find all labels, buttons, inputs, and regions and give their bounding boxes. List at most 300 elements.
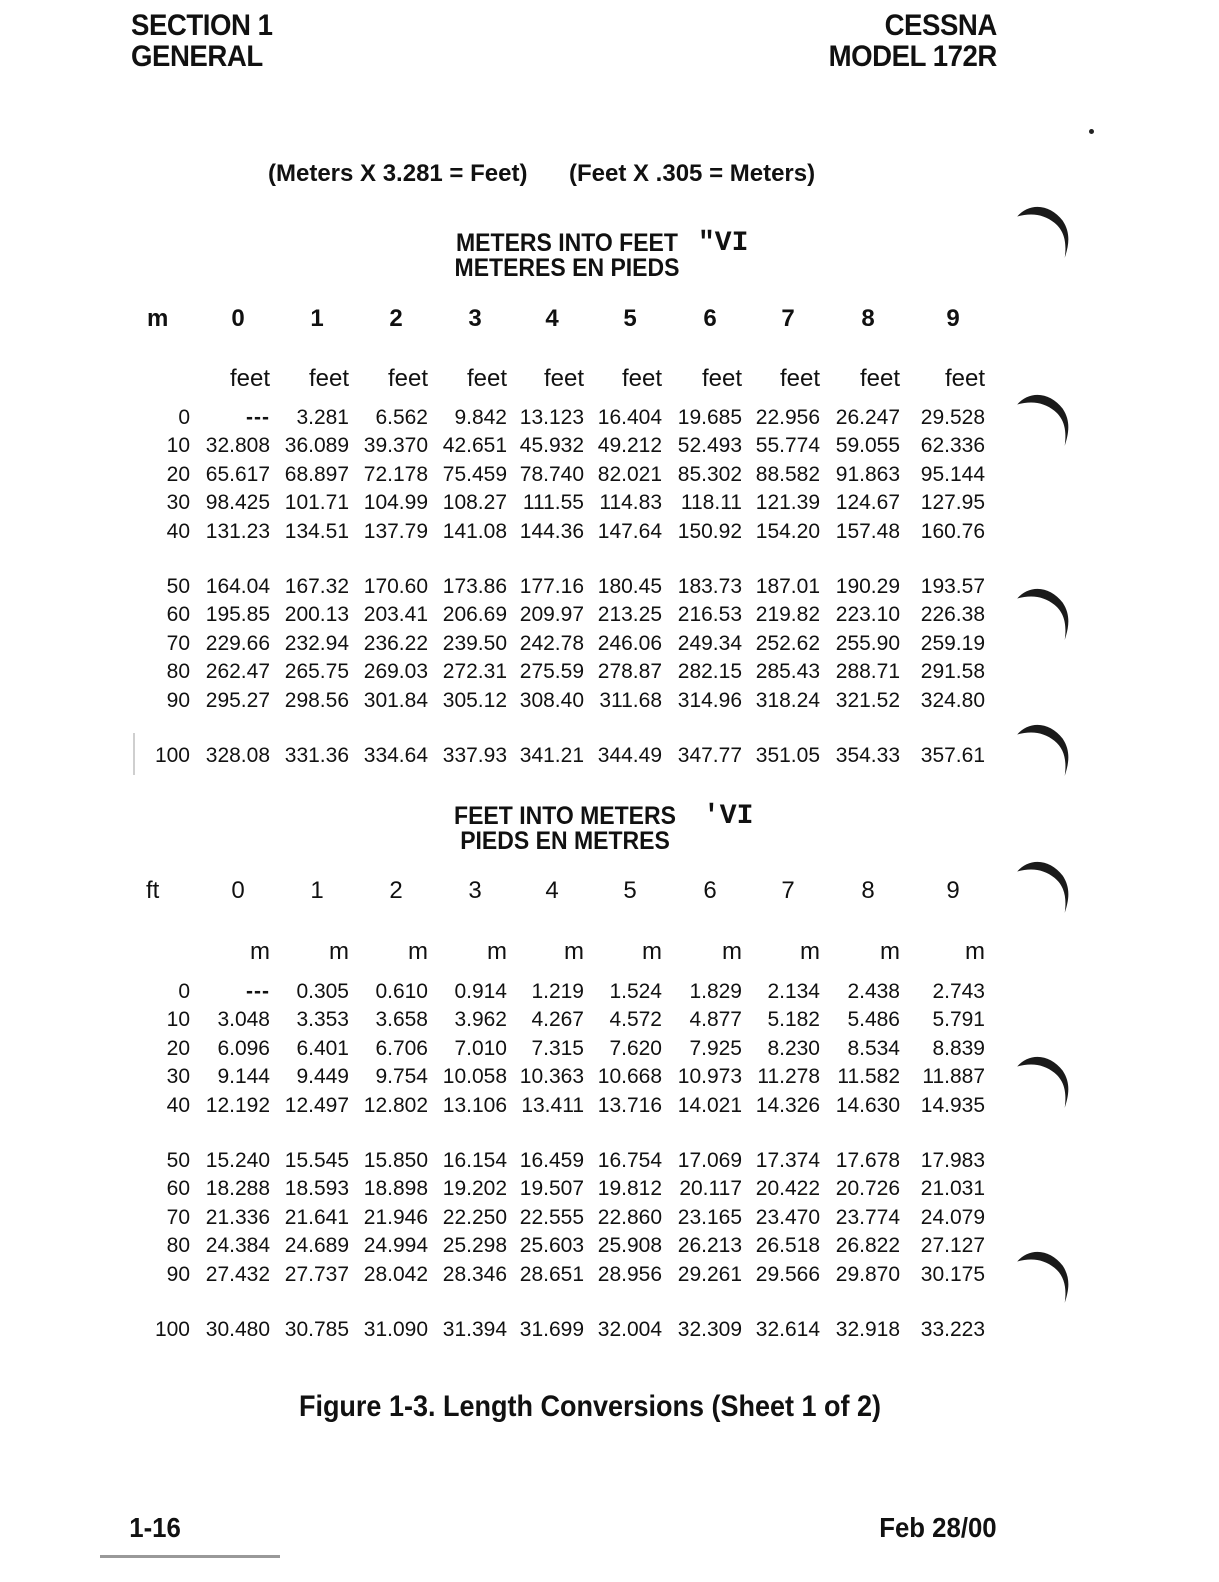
table-cell: 19.812 <box>597 1177 662 1201</box>
meters-table-title-line1: METERS INTO FEET <box>456 229 678 257</box>
table-cell: 17.983 <box>920 1149 985 1172</box>
table-cell: 12.192 <box>205 1093 270 1117</box>
table-cell: 127.95 <box>920 491 985 515</box>
table-cell: 28.956 <box>597 1262 662 1286</box>
table-cell: 32.614 <box>755 1318 820 1341</box>
table-cell: 21.336 <box>205 1205 270 1229</box>
table-cell: 19.202 <box>442 1177 507 1201</box>
table-cell: 72.178 <box>363 462 428 486</box>
table-cell: 25.908 <box>597 1234 662 1258</box>
table-cell: 3.353 <box>296 1008 349 1032</box>
unit-label: m <box>800 938 820 965</box>
table-cell: 30.480 <box>205 1318 270 1341</box>
unit-label: feet <box>466 365 507 392</box>
table-cell: 55.774 <box>755 434 820 458</box>
table-cell: 249.34 <box>677 631 742 655</box>
table-cell: 19.685 <box>677 406 742 429</box>
table-cell: 22.956 <box>755 406 820 429</box>
table-cell: 252.62 <box>755 631 820 655</box>
column-header: 7 <box>781 305 795 332</box>
table-cell: 78.740 <box>519 462 584 486</box>
binder-hole-icon <box>1012 1245 1072 1307</box>
table-cell: 354.33 <box>835 744 900 767</box>
table-cell: 101.71 <box>284 491 349 515</box>
row-label: 70 <box>166 1205 190 1229</box>
section-heading <box>131 10 273 72</box>
table-cell: 27.127 <box>920 1234 985 1258</box>
table-cell: 177.16 <box>519 575 584 598</box>
table-cell: 160.76 <box>920 519 985 543</box>
table-cell: 291.58 <box>920 660 985 684</box>
table-cell: 16.154 <box>442 1149 507 1172</box>
formula-meters-to-feet: (Meters X 3.281 = Feet) <box>268 160 528 187</box>
feet-table-title <box>418 804 712 854</box>
table-cell: 29.261 <box>677 1262 742 1286</box>
table-cell: 21.946 <box>363 1205 428 1229</box>
page-number: 1-16 <box>129 1512 181 1543</box>
formula-feet-to-meters: (Feet X .305 = Meters) <box>569 160 816 187</box>
table-cell: 334.64 <box>363 744 428 767</box>
brand-label: CESSNA <box>884 9 997 42</box>
table-cell: 232.94 <box>284 631 349 655</box>
table-cell: 30.785 <box>284 1318 349 1341</box>
table-cell: --- <box>246 980 270 1003</box>
table-cell: 1.829 <box>689 980 742 1003</box>
table-cell: 32.004 <box>597 1318 662 1341</box>
table-cell: 29.566 <box>755 1262 820 1286</box>
table-cell: 219.82 <box>755 603 820 627</box>
table-cell: 22.555 <box>519 1205 584 1229</box>
table-cell: 173.86 <box>442 575 507 598</box>
table-cell: 203.41 <box>363 603 428 627</box>
table-cell: 239.50 <box>442 631 507 655</box>
table-cell: 301.84 <box>363 688 428 712</box>
table-cell: 6.706 <box>375 1036 428 1060</box>
table-cell: 108.27 <box>442 491 507 515</box>
unit-label: feet <box>308 365 349 392</box>
table-cell: 32.808 <box>205 434 270 458</box>
table-cell: 331.36 <box>284 744 349 767</box>
table-cell: 285.43 <box>755 660 820 684</box>
row-label: 20 <box>166 462 190 486</box>
table-cell: 131.23 <box>205 519 270 543</box>
unit-label: feet <box>779 365 820 392</box>
row-label: 40 <box>166 1093 190 1117</box>
table-cell: 36.089 <box>284 434 349 458</box>
table-cell: 29.870 <box>835 1262 900 1286</box>
table-cell: 32.918 <box>835 1318 900 1341</box>
table-cell: 147.64 <box>597 519 662 543</box>
model-label: MODEL 172R <box>828 40 997 73</box>
table-cell: 351.05 <box>755 744 820 767</box>
section-label: SECTION 1 <box>131 9 273 42</box>
table-cell: 223.10 <box>835 603 900 627</box>
table-cell: 13.123 <box>519 406 584 429</box>
row-label: 10 <box>166 434 190 458</box>
table-cell: 21.641 <box>284 1205 349 1229</box>
column-header: 4 <box>545 877 559 904</box>
table-cell: 18.288 <box>205 1177 270 1201</box>
table-cell: 25.603 <box>519 1234 584 1258</box>
binder-hole-icon <box>1012 718 1072 780</box>
table-cell: 62.336 <box>920 434 985 458</box>
table-cell: 229.66 <box>205 631 270 655</box>
table-cell: 8.230 <box>767 1036 820 1060</box>
table-cell: 23.165 <box>677 1205 742 1229</box>
table-cell: 52.493 <box>677 434 742 458</box>
table-cell: 236.22 <box>363 631 428 655</box>
row-label: 80 <box>166 1234 190 1258</box>
table-cell: 5.791 <box>932 1008 985 1032</box>
unit-label: m <box>250 938 270 965</box>
unit-label: m <box>965 938 985 965</box>
unit-label: m <box>722 938 742 965</box>
table-cell: 17.069 <box>677 1149 742 1172</box>
row-label: 20 <box>166 1036 190 1060</box>
table-cell: 39.370 <box>363 434 428 458</box>
table-cell: 31.394 <box>442 1318 507 1341</box>
unit-label: m <box>880 938 900 965</box>
table-cell: 255.90 <box>835 631 900 655</box>
table-cell: 9.754 <box>375 1065 428 1089</box>
column-header: 0 <box>231 877 245 904</box>
table-cell: 311.68 <box>599 688 662 712</box>
model-heading <box>829 10 997 72</box>
unit-label: feet <box>621 365 662 392</box>
table-cell: 14.935 <box>920 1093 985 1117</box>
table-cell: 26.247 <box>835 406 900 429</box>
meters-table-title <box>420 231 714 281</box>
row-label: 0 <box>178 980 190 1003</box>
unit-label: feet <box>543 365 584 392</box>
table-cell: 65.617 <box>205 462 270 486</box>
table-cell: 9.842 <box>454 406 507 429</box>
table-cell: 12.802 <box>363 1093 428 1117</box>
table-cell: 59.055 <box>835 434 900 458</box>
table-cell: 226.38 <box>920 603 985 627</box>
table-cell: 0.305 <box>296 980 349 1003</box>
table-cell: 269.03 <box>363 660 428 684</box>
column-header: 3 <box>468 877 482 904</box>
table-cell: 187.01 <box>755 575 820 598</box>
column-header: 2 <box>389 877 403 904</box>
binder-hole-icon <box>1012 855 1072 917</box>
table-cell: 298.56 <box>284 688 349 712</box>
unit-label: m <box>487 938 507 965</box>
row-label: 100 <box>154 1318 190 1341</box>
table-cell: 3.962 <box>454 1008 507 1032</box>
column-header: 2 <box>389 305 403 332</box>
table-cell: 16.459 <box>519 1149 584 1172</box>
unit-label: feet <box>387 365 428 392</box>
row-label: 90 <box>166 688 190 712</box>
column-header: 5 <box>623 877 637 904</box>
table-cell: 95.144 <box>920 462 985 486</box>
table-cell: 26.518 <box>755 1234 820 1258</box>
table-cell: 13.411 <box>521 1093 584 1117</box>
table-cell: 19.507 <box>519 1177 584 1201</box>
table-cell: 26.213 <box>677 1234 742 1258</box>
table-cell: 88.582 <box>755 462 820 486</box>
table-cell: 200.13 <box>284 603 349 627</box>
table-cell: 49.212 <box>597 434 662 458</box>
table-cell: 30.175 <box>920 1262 985 1286</box>
table-cell: 20.726 <box>835 1177 900 1201</box>
binder-hole-icon <box>1012 200 1072 262</box>
table-cell: 22.860 <box>597 1205 662 1229</box>
table-cell: 8.534 <box>847 1036 900 1060</box>
column-header: 5 <box>623 305 637 332</box>
table-cell: 45.932 <box>519 434 584 458</box>
binder-hole-icon <box>1012 388 1072 450</box>
table-cell: 141.08 <box>442 519 507 543</box>
feet-table-title-line1: FEET INTO METERS <box>454 802 676 830</box>
figure-caption: Figure 1-3. Length Conversions (Sheet 1 of 2) <box>298 1390 882 1423</box>
table-cell: 11.582 <box>837 1065 900 1089</box>
table-cell: 32.309 <box>677 1318 742 1341</box>
table-cell: 104.99 <box>363 491 428 515</box>
table-cell: 154.20 <box>755 519 820 543</box>
table-cell: 14.021 <box>677 1093 742 1117</box>
column-header: 8 <box>861 305 875 332</box>
table-cell: 275.59 <box>519 660 584 684</box>
row-label: 100 <box>154 744 190 767</box>
unit-label: feet <box>944 365 985 392</box>
row-label: 0 <box>178 406 190 429</box>
table-cell: 28.651 <box>519 1262 584 1286</box>
table-cell: 324.80 <box>920 688 985 712</box>
table-cell: 17.678 <box>835 1149 900 1172</box>
row-label: 30 <box>166 1065 190 1089</box>
table-cell: 0.914 <box>454 980 507 1003</box>
table-cell: 98.425 <box>205 491 270 515</box>
unit-label: m <box>329 938 349 965</box>
table-cell: 14.630 <box>835 1093 900 1117</box>
table-cell: 121.39 <box>755 491 820 515</box>
table-cell: 11.278 <box>757 1065 820 1089</box>
scan-margin-line <box>133 733 135 775</box>
table-cell: 7.315 <box>531 1036 584 1060</box>
table-cell: 2.743 <box>932 980 985 1003</box>
table-cell: 195.85 <box>205 603 270 627</box>
table-cell: 137.79 <box>363 519 428 543</box>
table-cell: 337.93 <box>442 744 507 767</box>
row-label: 30 <box>166 491 190 515</box>
column-header: 1 <box>310 305 324 332</box>
table-cell: 357.61 <box>920 744 985 767</box>
table-cell: 242.78 <box>519 631 584 655</box>
table-cell: 308.40 <box>519 688 584 712</box>
column-header: 9 <box>946 877 960 904</box>
column-header: 0 <box>231 305 245 332</box>
table-cell: 295.27 <box>205 688 270 712</box>
table-cell: 16.754 <box>597 1149 662 1172</box>
table-cell: 318.24 <box>755 688 820 712</box>
table-cell: 209.97 <box>519 603 584 627</box>
row-label: 80 <box>166 660 190 684</box>
table-cell: 18.898 <box>363 1177 428 1201</box>
chapter-label: GENERAL <box>131 40 263 73</box>
table-cell: 28.346 <box>442 1262 507 1286</box>
row-label: 60 <box>166 1177 190 1201</box>
table-cell: 347.77 <box>677 744 742 767</box>
table-cell: 190.29 <box>835 575 900 598</box>
row-label: 50 <box>166 575 190 598</box>
table-cell: 33.223 <box>920 1318 985 1341</box>
table-cell: 157.48 <box>835 519 900 543</box>
table-cell: 4.877 <box>689 1008 742 1032</box>
table-cell: 27.432 <box>205 1262 270 1286</box>
table-cell: 4.267 <box>531 1008 584 1032</box>
table-cell: 13.106 <box>442 1093 507 1117</box>
row-header-label: m <box>147 305 169 332</box>
unit-label: m <box>408 938 428 965</box>
table-cell: 344.49 <box>597 744 662 767</box>
table-cell: 4.572 <box>609 1008 662 1032</box>
table-cell: 24.994 <box>363 1234 428 1258</box>
binder-hole-icon <box>1012 1050 1072 1112</box>
table-cell: 24.384 <box>205 1234 270 1258</box>
table-cell: 150.92 <box>677 519 742 543</box>
row-header-label: ft <box>146 877 160 904</box>
table-cell: 20.117 <box>679 1177 742 1201</box>
unit-label: feet <box>859 365 900 392</box>
row-label: 60 <box>166 603 190 627</box>
table-cell: 31.090 <box>363 1318 428 1341</box>
table-cell: 26.822 <box>835 1234 900 1258</box>
column-header: 6 <box>703 305 717 332</box>
table-cell: 8.839 <box>932 1036 985 1060</box>
table-cell: 180.45 <box>597 575 662 598</box>
table-cell: 10.058 <box>442 1065 507 1089</box>
unit-label: m <box>564 938 584 965</box>
table-cell: 164.04 <box>205 575 270 598</box>
table-cell: 193.57 <box>920 575 985 598</box>
table-cell: 321.52 <box>835 688 900 712</box>
table-cell: 7.925 <box>689 1036 742 1060</box>
table-cell: 14.326 <box>755 1093 820 1117</box>
table-cell: 246.06 <box>597 631 662 655</box>
row-label: 90 <box>166 1262 190 1286</box>
binder-hole-icon <box>1012 582 1072 644</box>
table-cell: 288.71 <box>835 660 900 684</box>
table-cell: 206.69 <box>442 603 507 627</box>
table-cell: 7.620 <box>609 1036 662 1060</box>
table-cell: 111.55 <box>522 491 584 515</box>
table-cell: 82.021 <box>597 462 662 486</box>
column-header: 6 <box>703 877 717 904</box>
table-cell: --- <box>246 406 270 429</box>
table-cell: 262.47 <box>205 660 270 684</box>
table-cell: 16.404 <box>597 406 662 429</box>
table-cell: 314.96 <box>677 688 742 712</box>
table-cell: 24.079 <box>920 1205 985 1229</box>
table-cell: 21.031 <box>920 1177 985 1201</box>
table-cell: 213.25 <box>597 603 662 627</box>
table-cell: 11.887 <box>922 1065 985 1089</box>
column-header: 4 <box>545 305 559 332</box>
table-cell: 9.449 <box>296 1065 349 1089</box>
row-label: 10 <box>166 1008 190 1032</box>
table-cell: 278.87 <box>597 660 662 684</box>
unit-label: feet <box>701 365 742 392</box>
table-cell: 282.15 <box>677 660 742 684</box>
table-cell: 9.144 <box>217 1065 270 1089</box>
table-cell: 1.524 <box>609 980 662 1003</box>
table-cell: 29.528 <box>920 406 985 429</box>
table-cell: 91.863 <box>835 462 900 486</box>
table-cell: 7.010 <box>454 1036 507 1060</box>
unit-label: feet <box>229 365 270 392</box>
table-cell: 20.422 <box>755 1177 820 1201</box>
table-cell: 12.497 <box>284 1093 349 1117</box>
meters-table-title-line2: METERES EN PIEDS <box>454 254 680 282</box>
unit-label: m <box>642 938 662 965</box>
column-header: 1 <box>310 877 324 904</box>
table-cell: 6.096 <box>217 1036 270 1060</box>
scan-dot <box>1089 129 1094 134</box>
feet-table-mark: 'VI <box>703 801 754 832</box>
table-cell: 15.850 <box>363 1149 428 1172</box>
table-cell: 18.593 <box>284 1177 349 1201</box>
table-cell: 2.438 <box>847 980 900 1003</box>
table-cell: 42.651 <box>442 434 507 458</box>
table-cell: 23.774 <box>835 1205 900 1229</box>
column-header: 7 <box>781 877 795 904</box>
column-header: 3 <box>468 305 482 332</box>
column-header: 9 <box>946 305 960 332</box>
column-header: 8 <box>861 877 875 904</box>
table-cell: 3.048 <box>217 1008 270 1032</box>
table-cell: 6.401 <box>296 1036 349 1060</box>
table-cell: 10.363 <box>519 1065 584 1089</box>
table-cell: 2.134 <box>767 980 820 1003</box>
table-cell: 0.610 <box>375 980 428 1003</box>
table-cell: 114.83 <box>599 491 662 515</box>
table-cell: 305.12 <box>442 688 507 712</box>
table-cell: 144.36 <box>519 519 584 543</box>
table-cell: 183.73 <box>677 575 742 598</box>
table-cell: 259.19 <box>920 631 985 655</box>
table-cell: 3.281 <box>296 406 349 429</box>
table-cell: 341.21 <box>519 744 584 767</box>
row-label: 40 <box>166 519 190 543</box>
table-cell: 68.897 <box>284 462 349 486</box>
table-cell: 10.668 <box>597 1065 662 1089</box>
table-cell: 272.31 <box>442 660 507 684</box>
table-cell: 124.67 <box>835 491 900 515</box>
table-cell: 85.302 <box>677 462 742 486</box>
table-cell: 75.459 <box>442 462 507 486</box>
table-cell: 6.562 <box>375 406 428 429</box>
table-cell: 170.60 <box>363 575 428 598</box>
row-label: 50 <box>166 1149 190 1172</box>
table-cell: 25.298 <box>442 1234 507 1258</box>
table-cell: 28.042 <box>363 1262 428 1286</box>
table-cell: 118.11 <box>680 491 742 515</box>
table-cell: 265.75 <box>284 660 349 684</box>
table-cell: 134.51 <box>284 519 349 543</box>
table-cell: 10.973 <box>677 1065 742 1089</box>
table-cell: 1.219 <box>531 980 584 1003</box>
revision-date: Feb 28/00 <box>879 1512 997 1543</box>
table-cell: 17.374 <box>755 1149 820 1172</box>
table-cell: 328.08 <box>205 744 270 767</box>
table-cell: 31.699 <box>519 1318 584 1341</box>
table-cell: 167.32 <box>284 575 349 598</box>
table-cell: 24.689 <box>284 1234 349 1258</box>
table-cell: 15.240 <box>205 1149 270 1172</box>
